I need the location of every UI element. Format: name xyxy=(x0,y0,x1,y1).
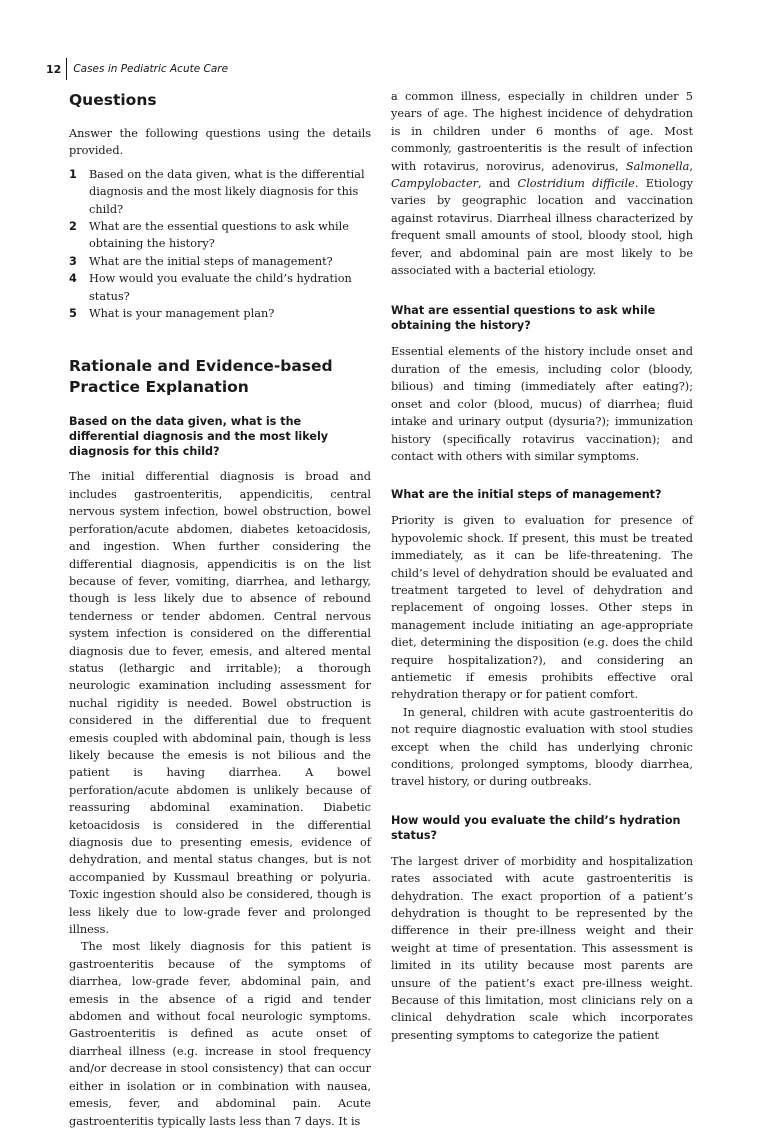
salmonella-term: Salmonella xyxy=(625,159,690,173)
questions-list xyxy=(69,166,371,323)
initial-steps-heading: What are the initial steps of management? xyxy=(391,488,662,502)
right-column xyxy=(391,88,693,1044)
page-number: 12 xyxy=(46,62,62,76)
question-item: 3 What are the initial steps of management? xyxy=(69,254,333,268)
questions-intro: Answer the following questions using the details provided. xyxy=(69,127,371,158)
differential-heading: Based on the data given, what is the differential diagnosis and the most likely diagnosis for this child? xyxy=(69,415,329,459)
campylobacter-term: Campylobacter xyxy=(391,177,479,191)
questions-heading: Questions xyxy=(69,91,157,109)
differential-paragraph-2: The most likely diagnosis for this patient is gastroenteritis because of the symptoms of diarrhea, low-grade fever, abdominal pain, and emesis in the absence of a rigid and tender abdomen and without focal neurologic symptoms. Gastroenteritis is defined as acute onset of diarrheal illness (e.g. increase in stool frequency and/or decrease in stool consistency) that can occur either in isolation or in combination with nausea, emesis, fever, and abdominal pain. Acute gastroenteritis typically lasts less than 7 days. It is xyxy=(69,940,371,1128)
question-item: 2 What are the essential questions to ask while obtaining the history? xyxy=(69,220,349,251)
running-title: Cases in Pediatric Acute Care xyxy=(73,63,229,75)
essential-questions-paragraph: Essential elements of the history include onset and duration of the emesis, including color (bloody, bilious) and timing (immediately after eating?); onset and color (blood, mucus) of diarrhea; fluid intake and urinary output (dysuria?); immunization history (specifically rotavirus vaccination); and contact with others with similar symptoms. xyxy=(391,345,693,463)
clostridium-term: Clostridium difficile xyxy=(517,177,635,191)
differential-paragraph-1: The initial differential diagnosis is broad and includes gastroenteritis, appendicitis, central nervous system infection, bowel obstruction, bowel perforation/acute abdomen, diabetes ketoacidosis, and ingestion. When further considering the differential diagnosis, appendicitis is on the list because of fever, vomiting, diarrhea, and lethargy, though is less likely due to absence of rebound tenderness or tender abdomen. Central nervous system infection is considered on the differential diagnosis due to fever, emesis, and altered mental status (lethargic and irritable); a thorough neurologic examination including assessment for nuchal rigidity is needed. Bowel obstruction is considered in the differential due to frequent emesis coupled with abdominal pain, though is less likely because the emesis is not bilious and the patient is having diarrhea. A bowel perforation/acute abdomen is unlikely because of reassuring abdominal examination. Diabetic ketoacidosis is considered in the differential diagnosis due to presenting emesis, evidence of dehydration, and mental status changes, but is not accompanied by Kussmaul breathing or polyuria. Toxic ingestion should also be considered, though is less likely due to low-grade fever and prolonged illness. xyxy=(69,470,371,937)
initial-steps-paragraph-1: Priority is given to evaluation for presence of hypovolemic shock. If present, this must be treated immediately, as it can be life-threatening. The child’s level of dehydration should be evaluated and treatment targeted to level of dehydration and replacement of ongoing losses. Other steps in management include initiating an age-appropriate diet, determining the disposition (e.g. does the child require hospitalization?), and considering an antiemetic if emesis prohibits effective oral rehydration therapy or for patient comfort. xyxy=(391,514,693,702)
initial-steps-paragraph-2: In general, children with acute gastroenteritis do not require diagnostic evaluation with stool studies except when the child has underlying chronic conditions, prolonged symptoms, bloody diarrhea, travel history, or during outbreaks. xyxy=(391,705,693,789)
essential-questions-heading: What are essential questions to ask while obtaining the history? xyxy=(391,304,656,333)
gastroenteritis-paragraph: a common illness, especially in children under 5 years of age. The highest incidence of dehydration is in children under 6 months of age. Most commonly, gastroenteritis is the result of infection with rotavirus, norovirus, adenovirus, Salmonella, Campylobacter, and Clostridium difficile. Etiology varies by geographic location and vaccination against rotavirus. Diarrheal illness characterized by frequent small amounts of stool, bloody stool, high fever, and abdominal pain are most likely to be associated with a bacterial etiology. xyxy=(391,90,693,278)
page-header xyxy=(46,58,228,80)
left-column xyxy=(69,88,371,1130)
question-item: 1 Based on the data given, what is the differential diagnosis and the most likely diagnosis for this child? xyxy=(69,167,365,216)
hydration-heading: How would you evaluate the child’s hydration status? xyxy=(391,813,681,842)
rationale-heading: Rationale and Evidence-based Practice Explanation xyxy=(69,357,333,397)
question-item: 4 How would you evaluate the child’s hydration status? xyxy=(69,272,352,303)
hydration-paragraph: The largest driver of morbidity and hospitalization rates associated with acute gastroenteritis is dehydration. The exact proportion of a patient’s dehydration is thought to be represented by the difference in their pre-illness weight and their weight at time of presentation. This assessment is limited in its utility because most parents are unsure of the patient’s exact pre-illness weight. Because of this limitation, most clinicians rely on a clinical dehydration scale which incorporates presenting symptoms to categorize the patient xyxy=(391,854,693,1042)
question-item: 5 What is your management plan? xyxy=(69,307,275,321)
header-divider xyxy=(66,58,67,80)
